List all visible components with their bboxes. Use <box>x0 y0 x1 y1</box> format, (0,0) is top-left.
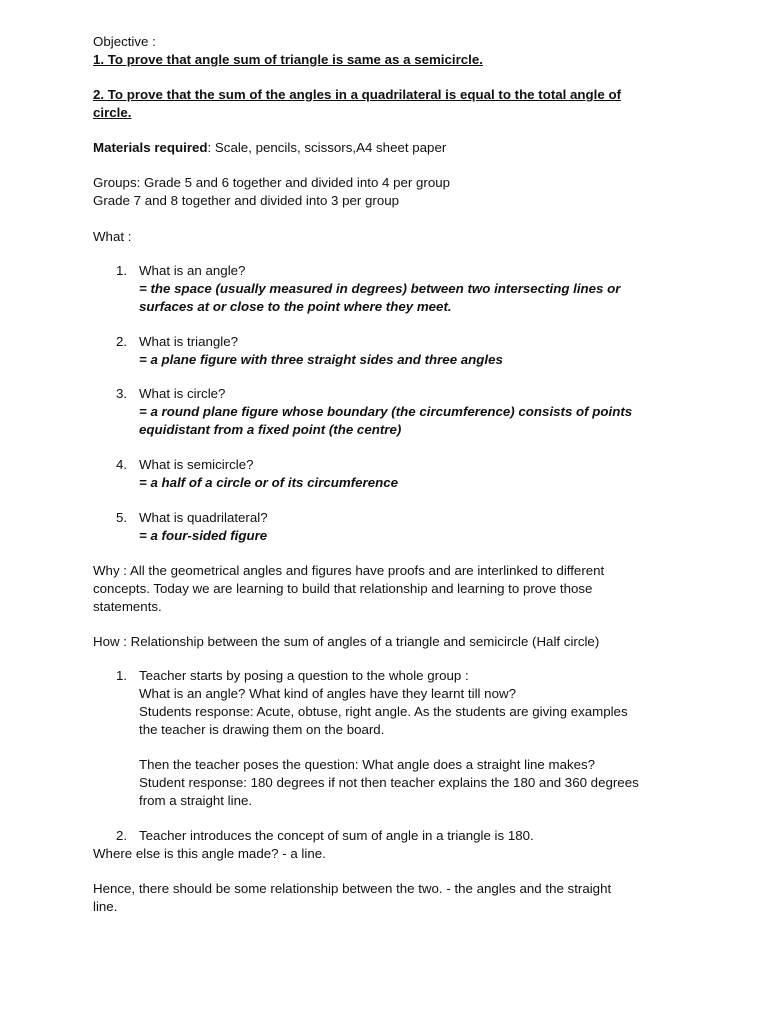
materials-text: : Scale, pencils, scissors,A4 sheet paper <box>207 140 447 155</box>
groups-line-2: Grade 7 and 8 together and divided into 3 per group <box>93 193 400 208</box>
hence-line: Hence, there should be some relationship between the two. - the angles and the straight <box>93 881 612 896</box>
what-item-number: 4. <box>116 457 128 472</box>
what-item-number: 1. <box>116 263 128 278</box>
objective-point-2-line-2: circle. <box>93 105 132 120</box>
what-item-question: What is circle? <box>139 386 226 401</box>
what-item-answer-line: = the space (usually measured in degrees) between two intersecting lines or <box>139 281 621 296</box>
what-item-answer-line: surfaces at or close to the point where they meet. <box>139 299 452 314</box>
what-item-question: What is an angle? <box>139 263 246 278</box>
what-item-number: 3. <box>116 386 128 401</box>
what-item-question: What is semicircle? <box>139 457 254 472</box>
why-line: concepts. Today we are learning to build that relationship and learning to prove those <box>93 581 593 596</box>
what-item-answer-line: = a four-sided figure <box>139 528 268 543</box>
what-item-answer-line: = a plane figure with three straight sides and three angles <box>139 352 503 367</box>
how-heading: How : Relationship between the sum of angles of a triangle and semicircle (Half circle) <box>93 634 600 649</box>
how-step-line: Teacher introduces the concept of sum of angle in a triangle is 180. <box>139 828 534 843</box>
objective-point-2-line-1: 2. To prove that the sum of the angles in a quadrilateral is equal to the total angle of <box>93 87 622 102</box>
objective-point-1: 1. To prove that angle sum of triangle is same as a semicircle. <box>93 52 483 67</box>
how-step-line: Students response: Acute, obtuse, right angle. As the students are giving examples <box>139 704 628 719</box>
materials-line <box>93 139 446 157</box>
how-after-step-2: Where else is this angle made? - a line. <box>93 846 326 861</box>
how-step-line: Teacher starts by posing a question to the whole group : <box>139 668 469 683</box>
how-step-line: the teacher is drawing them on the board. <box>139 722 385 737</box>
how-step-line: Then the teacher poses the question: What angle does a straight line makes? <box>139 757 596 772</box>
what-item-number: 2. <box>116 334 128 349</box>
how-step-line: from a straight line. <box>139 793 253 808</box>
hence-line: line. <box>93 899 118 914</box>
what-item-answer-line: equidistant from a fixed point (the centre) <box>139 422 402 437</box>
why-line: statements. <box>93 599 162 614</box>
how-step-line: Student response: 180 degrees if not then teacher explains the 180 and 360 degrees <box>139 775 639 790</box>
how-step-number: 2. <box>116 828 128 843</box>
what-item-number: 5. <box>116 510 128 525</box>
how-step-line: What is an angle? What kind of angles have they learnt till now? <box>139 686 516 701</box>
what-item-question: What is quadrilateral? <box>139 510 268 525</box>
materials-label: Materials required <box>93 140 208 155</box>
what-item-answer-line: = a half of a circle or of its circumference <box>139 475 399 490</box>
why-line: Why : All the geometrical angles and figures have proofs and are interlinked to different <box>93 563 605 578</box>
what-item-question: What is triangle? <box>139 334 239 349</box>
objective-heading: Objective : <box>93 34 156 49</box>
groups-line-1: Groups: Grade 5 and 6 together and divided into 4 per group <box>93 175 451 190</box>
what-item-answer-line: = a round plane figure whose boundary (the circumference) consists of points <box>139 404 633 419</box>
what-heading: What : <box>93 229 132 244</box>
how-step-number: 1. <box>116 668 128 683</box>
